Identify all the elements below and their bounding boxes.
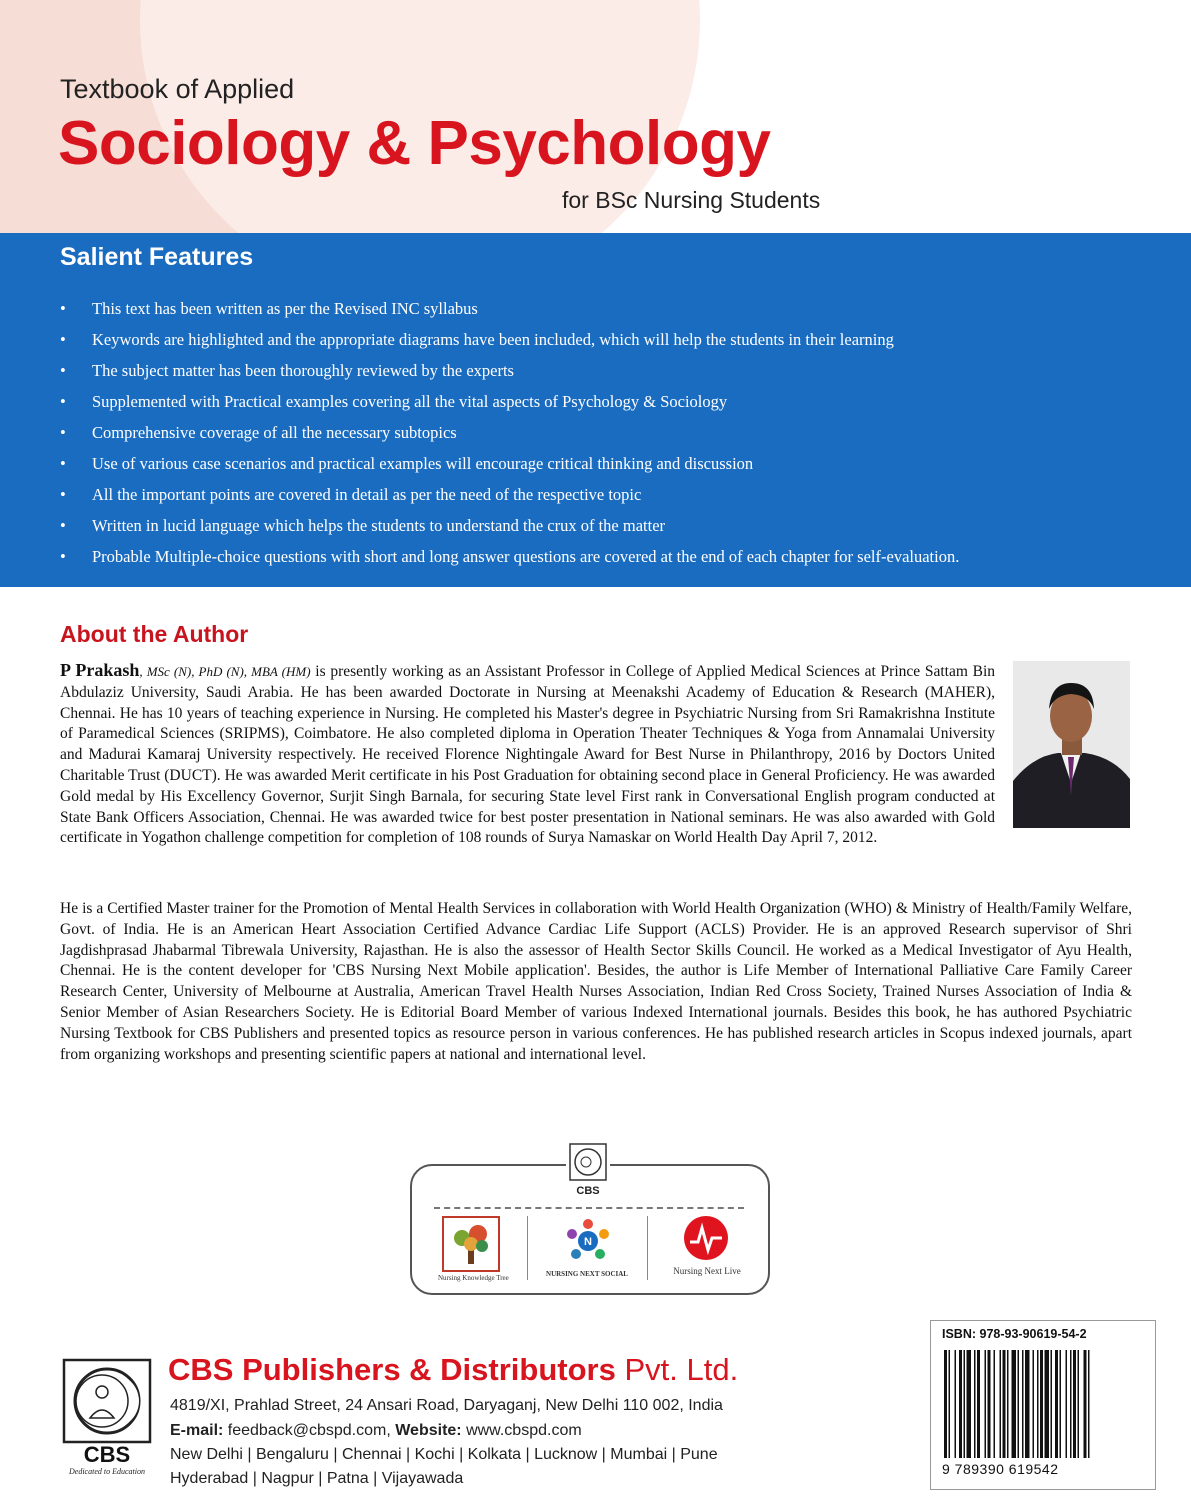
cbs-small-text: CBS [576, 1185, 600, 1197]
feature-item: • Written in lucid language which helps the students to understand the crux of the matter [60, 510, 1160, 541]
barcode-bar [1088, 1350, 1090, 1458]
bullet: • [60, 392, 66, 411]
barcode-bar [1060, 1350, 1062, 1458]
barcode-bar [985, 1350, 987, 1458]
isbn-label: ISBN: 978-93-90619-54-2 [942, 1327, 1087, 1341]
feature-item: • All the important points are covered in detail as per the need of the respective topic [60, 479, 1160, 510]
cbs-logo-tagline: Dedicated to Education [69, 1467, 145, 1476]
bullet: • [60, 516, 66, 535]
cover-header [0, 0, 1191, 233]
cbs-logo-icon [62, 1358, 152, 1476]
barcode-bar [1084, 1350, 1087, 1458]
logo-separator [527, 1216, 528, 1280]
book-subtitle: for BSc Nursing Students [562, 187, 821, 213]
knowledge-tree-label: Nursing Knowledge Tree [438, 1274, 509, 1282]
feature-item: • Use of various case scenarios and practical examples will encourage critical thinking and discussion [60, 448, 1160, 479]
barcode-bar [1040, 1350, 1043, 1458]
barcode-icon [942, 1350, 1142, 1460]
barcode-bar [988, 1350, 991, 1458]
barcode-bar [1018, 1350, 1020, 1458]
feature-item: • Probable Multiple-choice questions with short and long answer questions are covered at the end of each chapter for self-evaluation. [60, 541, 1160, 572]
barcode-bar [1073, 1350, 1076, 1458]
barcode-bar [1007, 1350, 1009, 1458]
cbs-emblem-icon [566, 1142, 610, 1202]
author-portrait-icon [1013, 661, 1130, 828]
nursing-next-social-icon [562, 1214, 614, 1266]
barcode-bar [949, 1350, 951, 1458]
publisher-cities-2: Hyderabad | Nagpur | Patna | Vijayawada [170, 1470, 464, 1487]
feature-item: • Keywords are highlighted and the appropriate diagrams have been included, which will help the students in their learning [60, 324, 1160, 355]
barcode-bar [959, 1350, 962, 1458]
nursing-next-live-label: Nursing Next Live [673, 1266, 741, 1276]
bullet: • [60, 299, 66, 318]
cbs-logo-text: CBS [83, 1442, 131, 1467]
barcode-bar [1078, 1350, 1080, 1458]
bullet: • [60, 361, 66, 380]
bullet: • [60, 423, 66, 442]
barcode-bar [1033, 1350, 1035, 1458]
about-heading: About the Author [60, 621, 249, 647]
publisher-address: 4819/XI, Prahlad Street, 24 Ansari Road, Daryaganj, New Delhi 110 002, India [170, 1397, 723, 1414]
barcode-bar [1000, 1350, 1002, 1458]
author-bio-paragraph-1 [60, 660, 995, 849]
cbs-emblem-small [566, 1142, 610, 1202]
feature-item: • This text has been written as per the Revised INC syllabus [60, 293, 1160, 324]
feature-item: • The subject matter has been thoroughly reviewed by the experts [60, 355, 1160, 386]
features-list [60, 293, 1160, 572]
publisher-name: CBS Publishers & Distributors Pvt. Ltd. [168, 1352, 739, 1387]
dashed-divider [434, 1207, 744, 1209]
barcode-bar [955, 1350, 957, 1458]
author-degrees: , MSc (N), PhD (N), MBA (HM) [139, 664, 311, 679]
author-photo [1013, 661, 1130, 828]
publisher-cities-1: New Delhi | Bengaluru | Chennai | Kochi | Kolkata | Lucknow | Mumbai | Pune [170, 1446, 718, 1463]
book-title: Sociology & Psychology [58, 109, 771, 178]
barcode-bar [994, 1350, 996, 1458]
barcode-bar [1066, 1350, 1068, 1458]
nursing-next-live-icon [682, 1214, 730, 1262]
cbs-publisher-logo [62, 1358, 152, 1476]
author-bio-paragraph-2: He is a Certified Master trainer for the Promotion of Mental Health Services in collaboration with World Health Organization (WHO) & Ministry of Health/Family Welfare, Govt. of India. He is an American Heart Association Certified Advance Cardiac Life Support (ACLS) Provider. He is an approved Research supervisor of Shri Jagdishprasad Jhabarmal Tibrewala University, Rajasthan. He is also the assessor of Health Sector Skills Council. He worked as a Medical Investigator of Ayu Health, Chennai. He is the content developer for 'CBS Nursing Next Mobile application'. Besides, the author is Life Member of International Palliative Care Family Career Research Center, University of Melbourne at Australia, American Travel Health Nurses Association, Indian Red Cross Society, Trained Nurses Association of India & Senior Member of Asian Researchers Society. He is Editorial Board Member of various Indexed International journals. Besides this book, he has authored Psychiatric Nursing Textbook for CBS Publishers and presented topics as resource person in various conferences. He has published research articles in Scopus indexed journals, apart from organizing workshops and presenting scientific papers at national and international level. [60, 900, 1132, 1063]
bullet: • [60, 330, 66, 349]
barcode-bar [1022, 1350, 1024, 1458]
feature-item: • Supplemented with Practical examples covering all the vital aspects of Psychology & Sociology [60, 386, 1160, 417]
salient-features-band [0, 233, 1191, 587]
nursing-next-social-label: NURSING NEXT SOCIAL [546, 1270, 628, 1278]
feature-item: • Comprehensive coverage of all the necessary subtopics [60, 417, 1160, 448]
bullet: • [60, 547, 66, 566]
barcode-bar [1012, 1350, 1017, 1458]
barcode-bar [944, 1350, 947, 1458]
publisher-contact: E-mail: feedback@cbspd.com, Website: www.cbspd.com [170, 1422, 582, 1439]
barcode-bar [1055, 1350, 1058, 1458]
barcode-bar [1045, 1350, 1050, 1458]
bullet: • [60, 485, 66, 504]
barcode-bar [1051, 1350, 1053, 1458]
barcode-bar [967, 1350, 972, 1458]
barcode-bar [1025, 1350, 1030, 1458]
author-name: P Prakash [60, 660, 140, 680]
pre-title: Textbook of Applied [60, 74, 295, 104]
barcode-bar [974, 1350, 976, 1458]
logo-separator [647, 1216, 648, 1280]
bullet: • [60, 454, 66, 473]
barcode-bar [1070, 1350, 1072, 1458]
barcode-bar [977, 1350, 980, 1458]
bio-text: is presently working as an Assistant Professor in College of Applied Medical Sciences at Prince Sattam Bin Abdulaziz University, Saudi Arabia. He has been awarded Doctorate in Nursing at Meenakshi Academy of Education & Research (MAHER), Chennai. He has 10 years of teaching experience in Nursing. He completed his Master's degree in Psychiatric Nursing from Sri Ramakrishna Institute of Paramedical Sciences (SRIPMS), Coimbatore. He also completed diploma in Operation Theater Techniques & Yoga from Annamalai University and Madurai Kamaraj University respectively. He received Florence Nightingale Award for Best Nurse in Philanthropy, 2016 by Doctors United Charitable Trust (DUCT). He was awarded Merit certificate in his Post Graduation for obtaining second place in General Proficiency. He was awarded Gold medal by His Excellency Governor, Surjit Singh Barnala, for securing State level First rank in Conversational English program conducted at State Bank Officers Association, Chennai. He was awarded twice for best poster presentation in National seminars. He was also awarded with Gold certificate in Yogathon challenge competition for completion of 108 rounds of Surya Namaskar on World Health Day April 7, 2012. [60, 663, 996, 847]
svg-text:N: N [584, 1236, 592, 1248]
isbn-digits: 9 789390 619542 [942, 1461, 1059, 1477]
barcode-bar [1003, 1350, 1006, 1458]
barcode-bar [1037, 1350, 1039, 1458]
barcode-bar [964, 1350, 966, 1458]
features-heading: Salient Features [60, 243, 254, 271]
knowledge-tree-icon [442, 1216, 500, 1272]
